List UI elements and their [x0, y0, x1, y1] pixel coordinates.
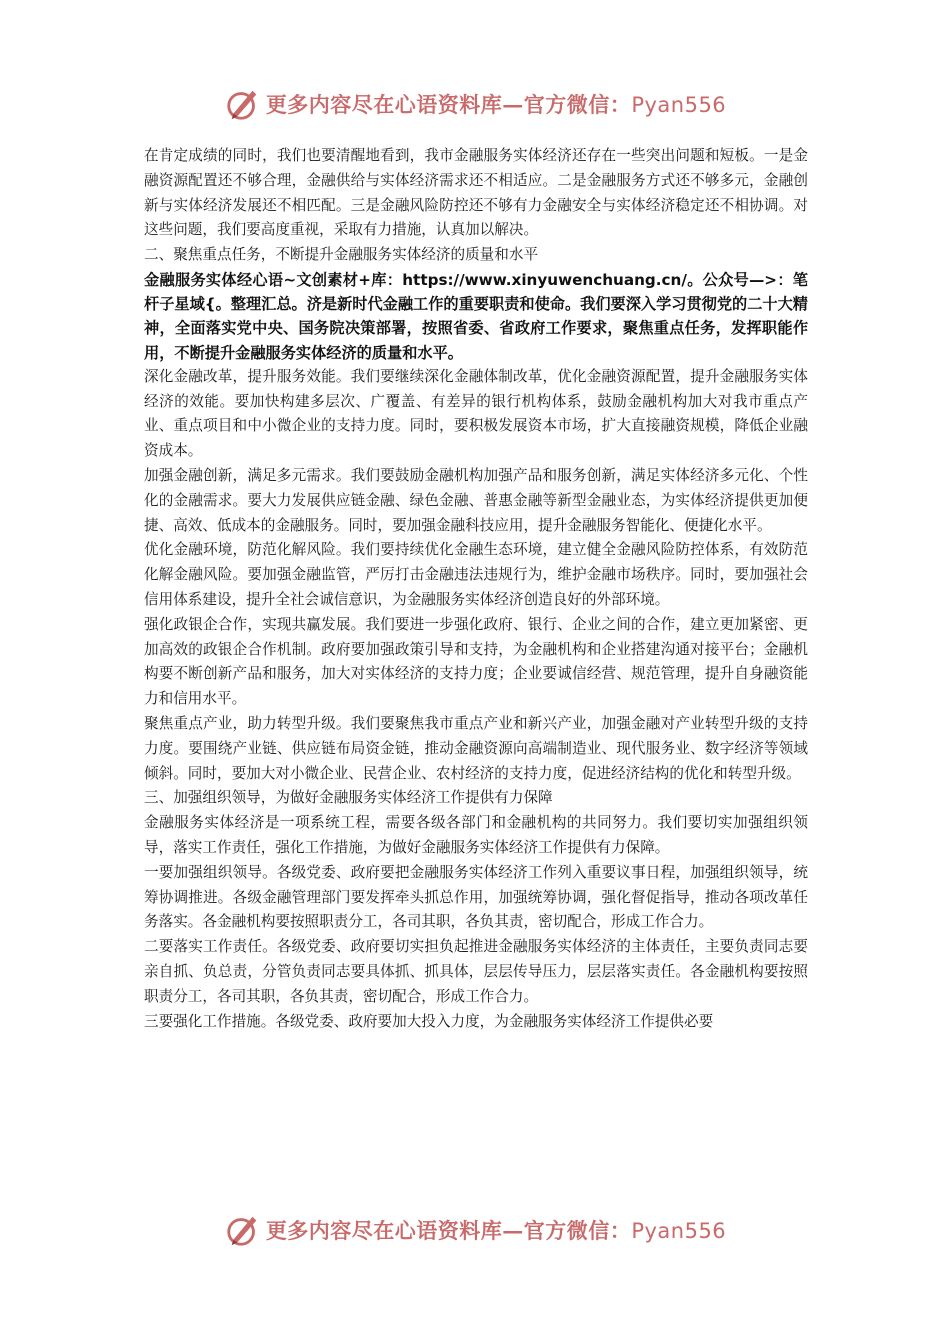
paragraph: 金融服务实体经济是一项系统工程，需要各级各部门和金融机构的共同努力。我们要切实加强组织领导，落实工作责任，强化工作措施，为做好金融服务实体经济工作提供有力保障。 — [144, 814, 808, 856]
paragraph: 在肯定成绩的同时，我们也要清醒地看到，我市金融服务实体经济还存在一些突出问题和短板。一是金融资源配置还不够合理，金融供给与实体经济需求还不相适应。二是金融服务方式还不够多元，金融创新与实体经济发展还不相匹配。三是金融风险防控还不够有力金融安全与实体经济稳定还不相协调。对这些问题，我们要高度重视，采取有力措施，认真加以解决。 — [144, 147, 808, 239]
header-banner — [0, 82, 950, 126]
document-body — [144, 144, 808, 1034]
banner-title: 更多内容尽在心语资料库—官方微信：Pyan556 — [265, 1218, 727, 1243]
banner-title: 更多内容尽在心语资料库—官方微信：Pyan556 — [265, 92, 727, 117]
section-heading: 二、聚焦重点任务，不断提升金融服务实体经济的质量和水平 — [144, 246, 539, 264]
section-heading: 三、加强组织领导，为做好金融服务实体经济工作提供有力保障 — [144, 789, 553, 807]
pen-logo-icon — [224, 85, 262, 123]
paragraph: 深化金融改革，提升服务效能。我们要继续深化金融体制改革，优化金融资源配置，提升金融服务实体经济的效能。要加快构建多层次、广覆盖、有差异的银行机构体系，鼓励金融机构加大对我市重点产业、重点项目和中小微企业的支持力度。同时，要积极发展资本市场，扩大直接融资规模，降低企业融资成本。 — [144, 367, 808, 460]
bold-paragraph: 金融服务实体经心语~文创素材+库：https://www.xinyuwenchuang.cn/。公众号—>：笔杆子星域{。整理汇总。济是新时代金融工作的重要职责和使命。我们要深入学习贯彻党的二十大精神，全面落实党中央、国务院决策部署，按照省委、省政府工作要求，聚焦重点任务，发挥职能作用，不断提升金融服务实体经济的质量和水平。 — [144, 270, 808, 362]
paragraph: 二要落实工作责任。各级党委、政府要切实担负起推进金融服务实体经济的主体责任，主要负责同志要亲自抓、负总责，分管负责同志要具体抓、抓具体，层层传导压力，层层落实责任。各金融机构要按照职责分工，各司其职，各负其责，密切配合，形成工作合力。 — [144, 938, 808, 1005]
paragraph: 三要强化工作措施。各级党委、政府要加大投入力度，为金融服务实体经济工作提供必要 — [144, 1012, 714, 1030]
paragraph: 优化金融环境，防范化解风险。我们要持续优化金融生态环境，建立健全金融风险防控体系，有效防范化解金融风险。要加强金融监管，严厉打击金融违法违规行为，维护金融市场秩序。同时，要加强社会信用体系建设，提升全社会诚信意识，为金融服务实体经济创造良好的外部环境。 — [144, 541, 808, 608]
banner-wechat-id: Pyan556 — [631, 1219, 727, 1243]
banner-wechat-id: Pyan556 — [631, 93, 727, 117]
paragraph: 一要加强组织领导。各级党委、政府要把金融服务实体经济工作列入重要议事日程，加强组织领导，统筹协调推进。各级金融管理部门要发挥牵头抓总作用，加强统筹协调，强化督促指导，推动各项改革任务落实。各金融机构要按照职责分工，各司其职，各负其责，密切配合，形成工作合力。 — [144, 863, 808, 931]
paragraph: 加强金融创新，满足多元需求。我们要鼓励金融机构加强产品和服务创新，满足实体经济多元化、个性化的金融需求。要大力发展供应链金融、绿色金融、普惠金融等新型金融业态，为实体经济提供更加便捷、高效、低成本的金融服务。同时，要加强金融科技应用，提升金融服务智能化、便捷化水平。 — [144, 466, 808, 534]
paragraph: 强化政银企合作，实现共赢发展。我们要进一步强化政府、银行、企业之间的合作，建立更加紧密、更加高效的政银企合作机制。政府要加强政策引导和支持，为金融机构和企业搭建沟通对接平台；金融机构要不断创新产品和服务，加大对实体经济的支持力度；企业要诚信经营、规范管理，提升自身融资能力和信用水平。 — [144, 615, 808, 708]
pen-logo-icon — [224, 1211, 262, 1249]
footer-banner — [0, 1208, 950, 1252]
paragraph: 聚焦重点产业，助力转型升级。我们要聚焦我市重点产业和新兴产业，加强金融对产业转型升级的支持力度。要围绕产业链、供应链布局资金链，推动金融资源向高端制造业、现代服务业、数字经济等领域倾斜。同时，要加大对小微企业、民营企业、农村经济的支持力度，促进经济结构的优化和转型升级。 — [144, 714, 808, 782]
